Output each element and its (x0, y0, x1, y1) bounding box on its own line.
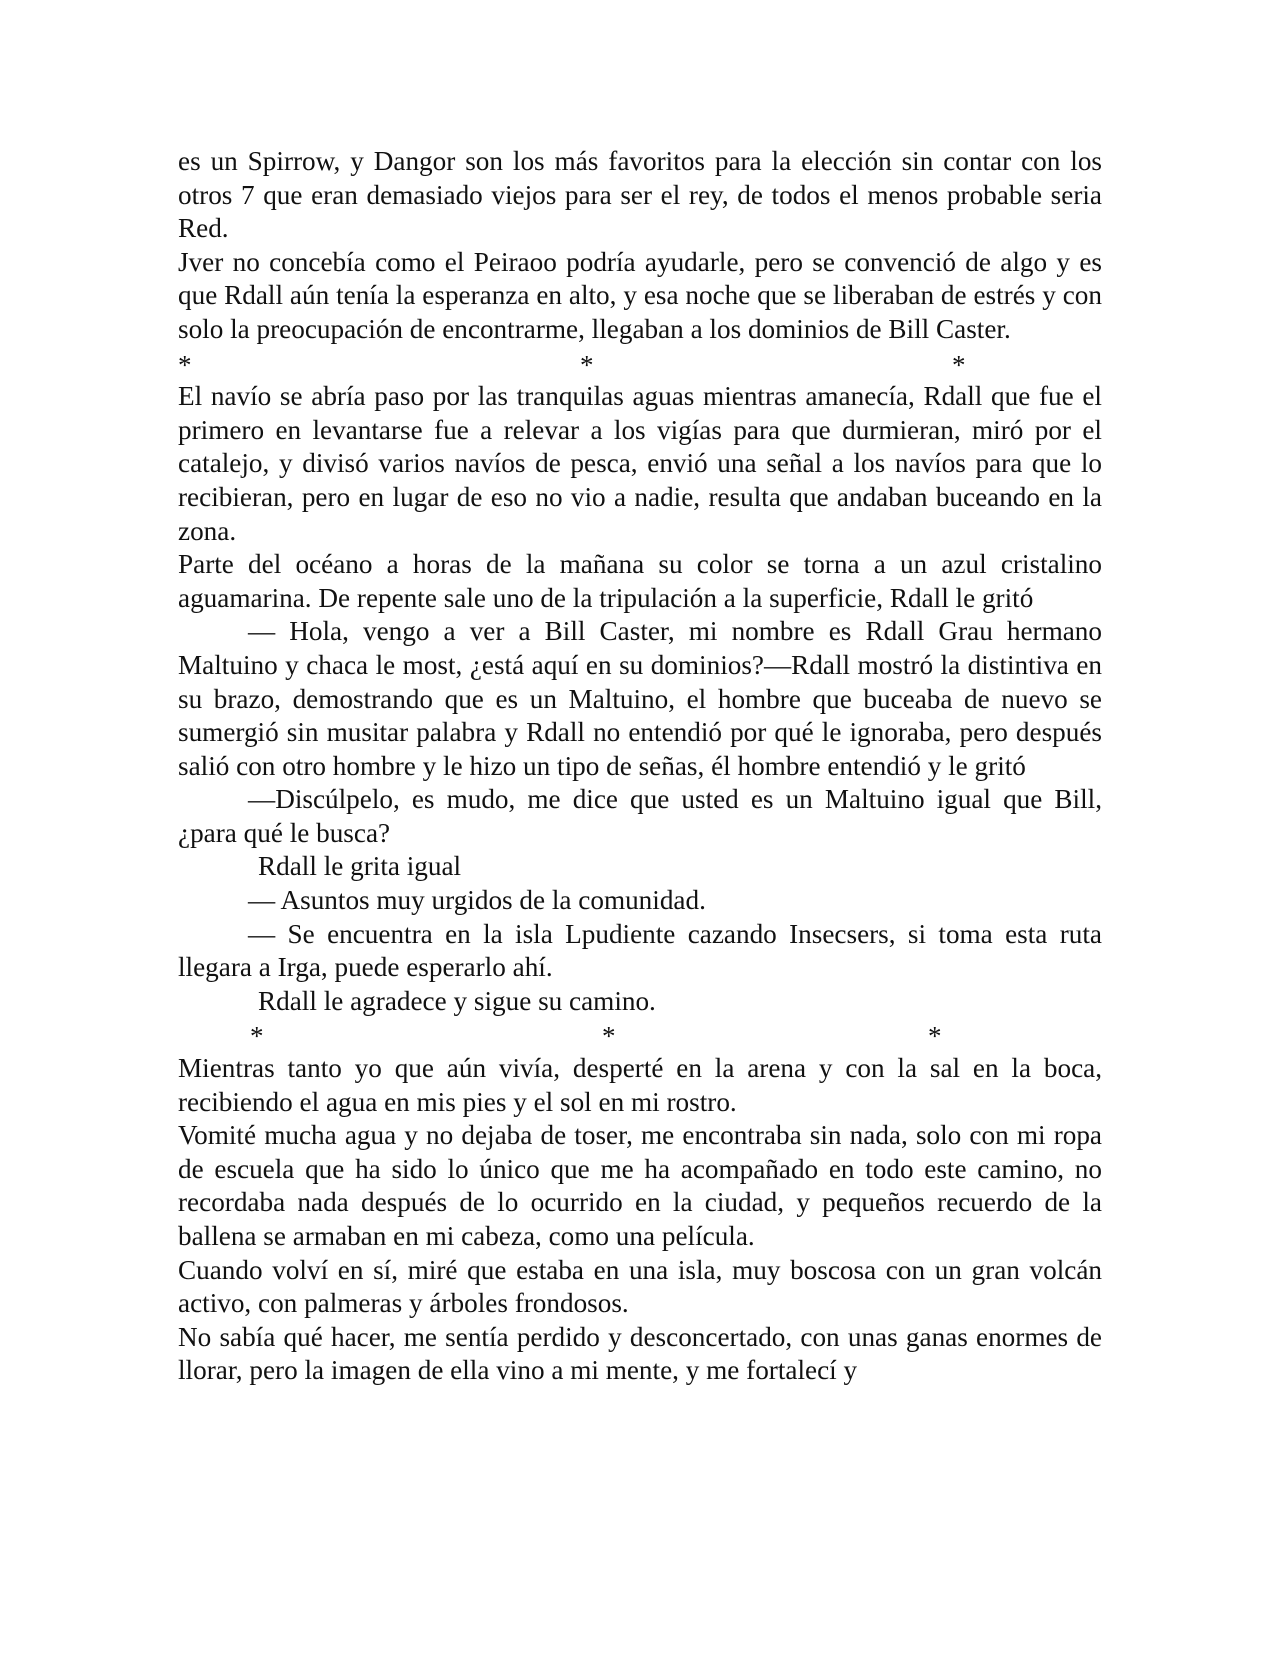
asterisk: * (250, 1021, 264, 1052)
paragraph: No sabía qué hacer, me sentía perdido y desconcertado, con unas ganas enormes de llorar, pero la imagen de ella vino a mi mente, y me fortalecí y (178, 1321, 1102, 1386)
paragraph: es un Spirrow, y Dangor son los más favoritos para la elección sin contar con los otros 7 que eran demasiado viejos para ser el rey, de todos el menos probable seria Red. (178, 146, 1102, 244)
asterisk: * (952, 349, 966, 380)
dialogue-paragraph: — Asuntos muy urgidos de la comunidad. (248, 885, 706, 916)
paragraph: Rdall le grita igual (258, 851, 462, 882)
scene-separator (178, 347, 1102, 381)
dialogue-paragraph: — Se encuentra en la isla Lpudiente cazando Insecsers, si toma esta ruta llegara a Irga, puede esperarlo ahí. (178, 918, 1102, 983)
asterisk: * (178, 349, 192, 380)
paragraph: Parte del océano a horas de la mañana su color se torna a un azul cristalino aguamarina. De repente sale uno de la tripulación a la superficie, Rdall le gritó (178, 549, 1102, 613)
paragraph: Cuando volví en sí, miré que estaba en una isla, muy boscosa con un gran volcán activo, con palmeras y árboles frondosos. (178, 1254, 1102, 1319)
dialogue-paragraph: — Hola, vengo a ver a Bill Caster, mi nombre es Rdall Grau hermano Maltuino y chaca le most, ¿está aquí en su dominios?—Rdall mostró la distintiva en su brazo, demostrando que es un Maltuino, el hombre que buceaba de nuevo se sumergió sin musitar palabra y Rdall no entendió por qué le ignoraba, pero después salió con otro hombre y le hizo un tipo de señas, él hombre entendió y le gritó (178, 616, 1102, 781)
document-page (178, 145, 1102, 1388)
paragraph: El navío se abría paso por las tranquilas aguas mientras amanecía, Rdall que fue el primero en levantarse fue a relevar a los vigías para que durmieran, miró por el catalejo, y divisó varios navíos de pesca, envió una señal a los navíos para que lo recibieran, pero en lugar de eso no vio a nadie, resulta que andaban buceando en la zona. (178, 381, 1102, 546)
paragraph: Jver no concebía como el Peiraoo podría ayudarle, pero se convenció de algo y es que Rdall aún tenía la esperanza en alto, y esa noche que se liberaban de estrés y con solo la preocupación de encontrarme, llegaban a los dominios de Bill Caster. (178, 246, 1102, 344)
asterisk: * (928, 1021, 942, 1052)
asterisk: * (580, 349, 594, 380)
scene-separator (178, 1018, 1102, 1052)
paragraph: Rdall le agradece y sigue su camino. (258, 985, 656, 1016)
paragraph: Mientras tanto yo que aún vivía, desperté en la arena y con la sal en la boca, recibiendo el agua en mis pies y el sol en mi rostro. (178, 1053, 1102, 1117)
asterisk: * (602, 1021, 616, 1052)
paragraph: Vomité mucha agua y no dejaba de toser, me encontraba sin nada, solo con mi ropa de escuela que ha sido lo único que me ha acompañado en todo este camino, no recordaba nada después de lo ocurrido en la ciudad, y pequeños recuerdo de la ballena se armaban en mi cabeza, como una película. (178, 1120, 1102, 1251)
dialogue-paragraph: —Discúlpelo, es mudo, me dice que usted es un Maltuino igual que Bill, ¿para qué le busca? (178, 784, 1102, 848)
